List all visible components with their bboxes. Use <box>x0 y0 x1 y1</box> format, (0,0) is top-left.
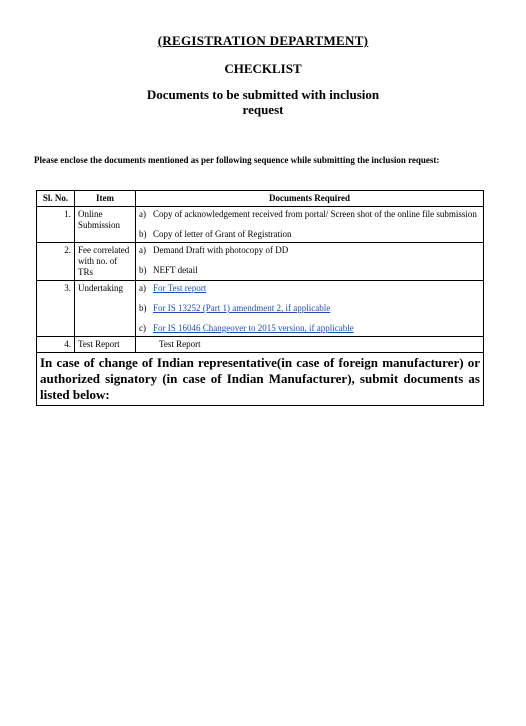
document-entry <box>139 323 480 334</box>
document-entry <box>139 245 480 256</box>
subtitle-line-2: request <box>242 102 284 117</box>
entry-label: a) <box>139 245 146 255</box>
entry-label: b) <box>139 265 147 275</box>
entry-text: Copy of acknowledgement received from portal/ Screen shot of the online file submission <box>153 209 477 219</box>
entry-label: b) <box>139 303 147 313</box>
department-heading: (REGISTRATION DEPARTMENT) <box>157 33 369 48</box>
entry-text: Test Report <box>159 339 201 349</box>
row-number: 4. <box>37 337 75 353</box>
instruction-text: Please enclose the documents mentioned as per following sequence while submitting the inclusion request: <box>34 155 440 165</box>
row-documents <box>136 281 484 337</box>
change-note: In case of change of Indian representative(in case of foreign manufacturer) or authorized signatory (in case of Indian Manufacturer), submit documents as listed below: <box>37 353 484 406</box>
header-item: Item <box>75 191 136 207</box>
row-documents <box>136 207 484 243</box>
change-note-row <box>37 353 484 406</box>
document-entry <box>139 229 480 240</box>
document-entry <box>139 303 480 314</box>
row-documents <box>136 243 484 281</box>
row-number: 1. <box>37 207 75 243</box>
row-item: Undertaking <box>75 281 136 337</box>
entry-text: Copy of letter of Grant of Registration <box>153 229 292 239</box>
is13252-amendment-link[interactable]: For IS 13252 (Part 1) amendment 2, if applicable <box>153 303 331 313</box>
entry-text: Demand Draft with photocopy of DD <box>153 245 289 255</box>
table-header-row <box>37 191 484 207</box>
entry-label: b) <box>139 229 147 239</box>
subtitle-line-1: Documents to be submitted with inclusion <box>146 87 380 102</box>
row-item: Fee correlated with no. of TRs <box>75 243 136 281</box>
entry-text: NEFT detail <box>153 265 198 275</box>
row-documents <box>136 337 484 353</box>
document-entry <box>139 283 480 294</box>
table-row <box>37 281 484 337</box>
table-row <box>37 207 484 243</box>
page-subtitle <box>140 87 386 117</box>
row-item: Test Report <box>75 337 136 353</box>
entry-label: c) <box>139 323 146 333</box>
table-row <box>37 337 484 353</box>
documents-checklist-table <box>36 190 484 406</box>
entry-label: a) <box>139 209 146 219</box>
entry-label: a) <box>139 283 146 293</box>
row-number: 3. <box>37 281 75 337</box>
is16046-changeover-link[interactable]: For IS 16046 Changeover to 2015 version, if applicable <box>153 323 354 333</box>
checklist-title: CHECKLIST <box>224 61 302 76</box>
table-row <box>37 243 484 281</box>
test-report-undertaking-link[interactable]: For Test report <box>153 283 207 293</box>
row-number: 2. <box>37 243 75 281</box>
document-entry <box>139 265 480 276</box>
document-entry <box>139 209 480 220</box>
header-sl-no: Sl. No. <box>37 191 75 207</box>
header-documents-required: Documents Required <box>136 191 484 207</box>
row-item: Online Submission <box>75 207 136 243</box>
